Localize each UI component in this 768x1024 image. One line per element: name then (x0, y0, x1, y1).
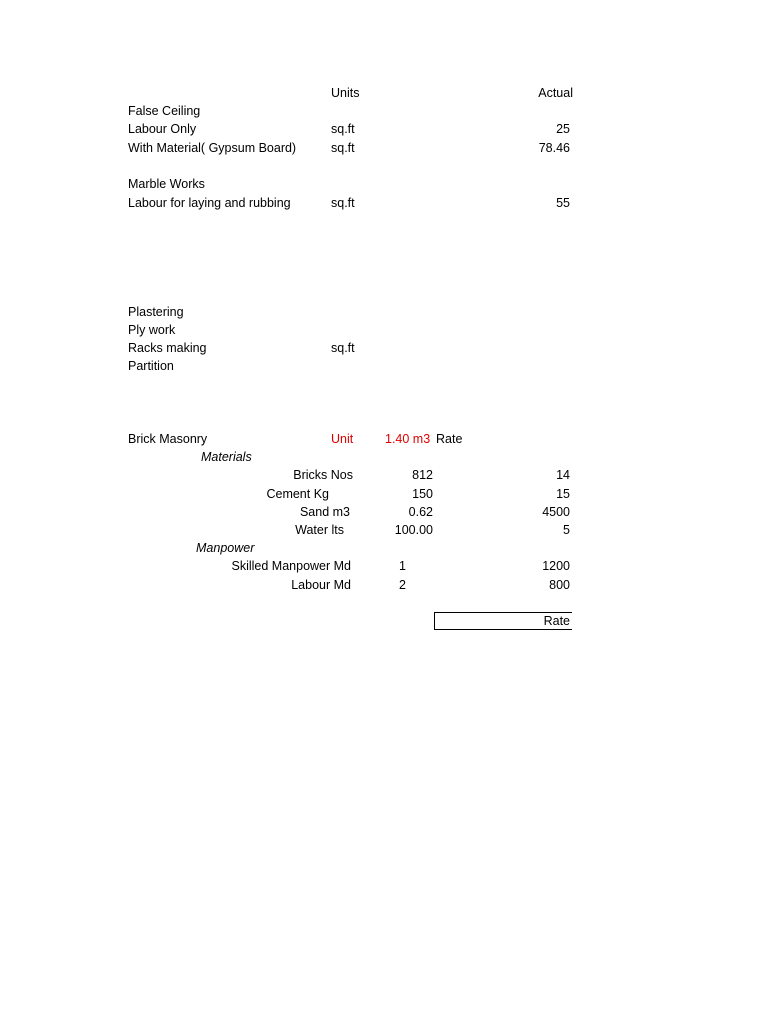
row-actual: 78.46 (538, 141, 570, 155)
partition-label: Partition (128, 359, 174, 373)
manpower-qty: 2 (399, 578, 406, 592)
units-header: Units (331, 86, 360, 100)
row-unit: sq.ft (331, 196, 355, 210)
manpower-label-row: Labour Md (291, 578, 351, 592)
material-rate: 14 (556, 468, 570, 482)
row-label: With Material( Gypsum Board) (128, 141, 297, 155)
racks-unit: sq.ft (331, 341, 355, 355)
row-actual: 25 (556, 122, 570, 136)
marble-title: Marble Works (128, 177, 205, 191)
actual-header: Actual (538, 86, 573, 100)
material-qty: 150 (412, 487, 433, 501)
material-rate: 4500 (542, 505, 570, 519)
total-rate-label: Rate (543, 614, 570, 628)
materials-label: Materials (201, 450, 252, 464)
material-qty: 100.00 (394, 523, 433, 537)
row-unit: sq.ft (331, 122, 355, 136)
brick-title: Brick Masonry (128, 432, 208, 446)
row-actual: 55 (556, 196, 570, 210)
material-qty: 812 (412, 468, 433, 482)
material-label: Water lts (295, 523, 344, 537)
brick-unit-value: 1.40 m3 (385, 432, 431, 446)
false-ceiling-title: False Ceiling (128, 104, 201, 118)
row-label: Labour for laying and rubbing (128, 196, 291, 210)
material-rate: 5 (563, 523, 570, 537)
material-label: Cement Kg (266, 487, 329, 501)
manpower-label: Manpower (196, 541, 255, 555)
manpower-qty: 1 (399, 559, 406, 573)
racks-label: Racks making (128, 341, 207, 355)
material-rate: 15 (556, 487, 570, 501)
manpower-rate: 800 (549, 578, 570, 592)
brick-rate-label: Rate (436, 432, 463, 446)
row-unit: sq.ft (331, 141, 355, 155)
material-label: Sand m3 (299, 505, 350, 519)
material-label: Bricks Nos (293, 468, 353, 482)
ply-work-label: Ply work (128, 323, 176, 337)
manpower-rate: 1200 (542, 559, 570, 573)
material-qty: 0.62 (408, 505, 433, 519)
brick-unit-label: Unit (331, 432, 354, 446)
row-label: Labour Only (128, 122, 197, 136)
plastering-label: Plastering (128, 305, 184, 319)
manpower-label-row: Skilled Manpower Md (231, 559, 351, 573)
